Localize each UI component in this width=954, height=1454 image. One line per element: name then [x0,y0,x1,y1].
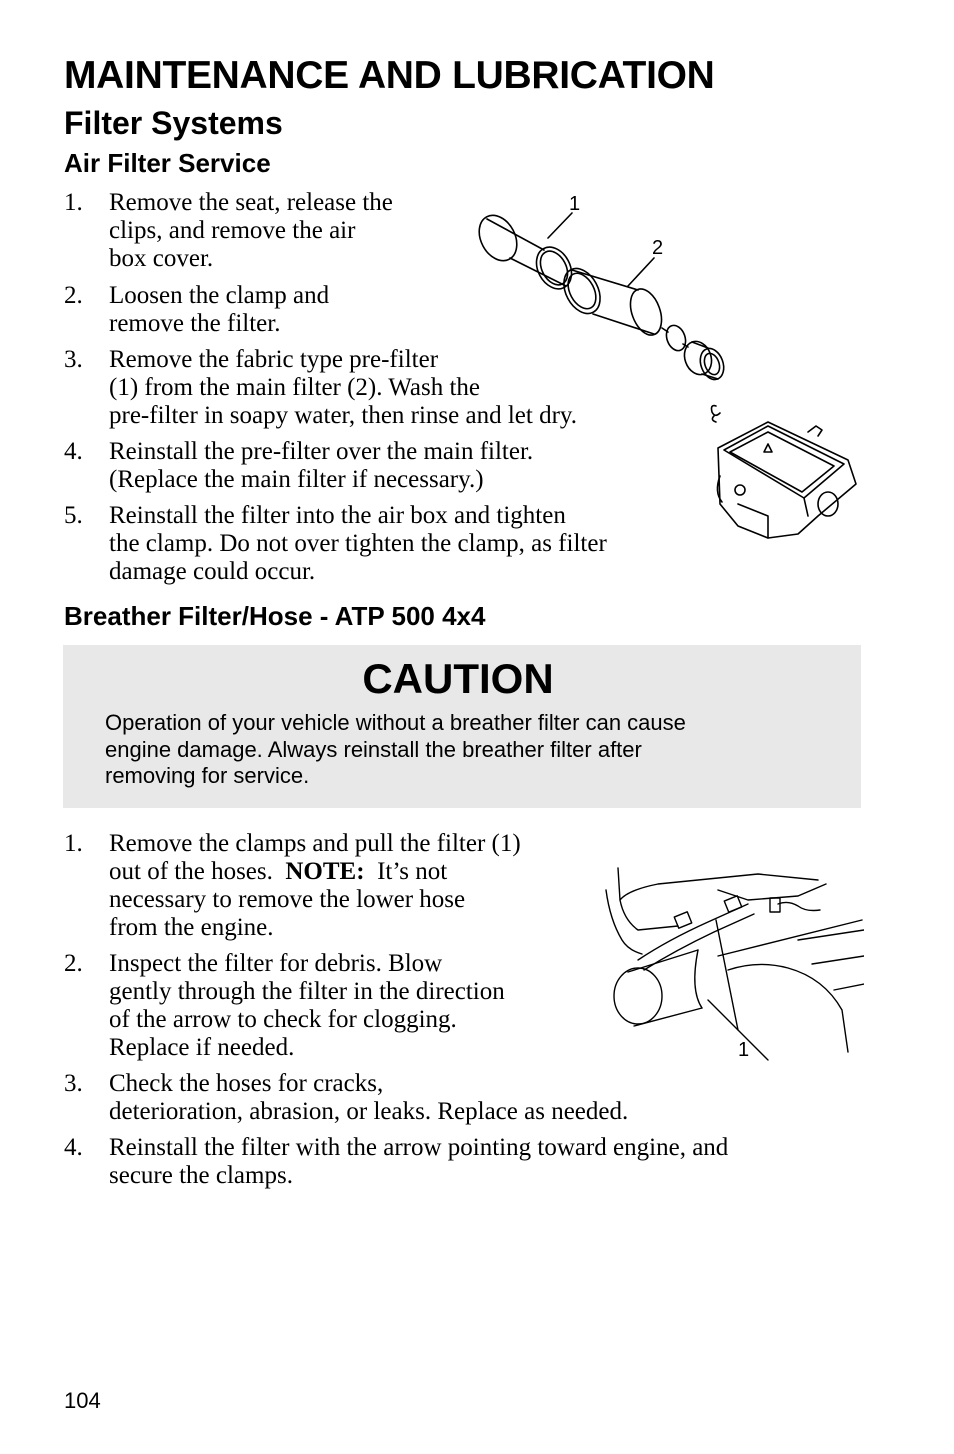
note-label: NOTE: [285,858,365,885]
caution-text: Operation of your vehicle without a breather filter can cause engine damage. Always reinstall the breather filter after removing for service. [105,710,686,788]
air-filter-callout-2: 2 [652,237,664,259]
subsection-title: Filter Systems [64,105,283,141]
page-number: 104 [64,1388,101,1413]
breather-filter-diagram [598,860,864,1064]
breather-heading: Breather Filter/Hose - ATP 500 4x4 [64,601,486,631]
air-filter-callout-1: 1 [569,193,581,215]
caution-title: CAUTION [362,655,554,702]
section-title: MAINTENANCE AND LUBRICATION [64,54,715,97]
air-filter-heading: Air Filter Service [64,148,271,178]
air-filter-diagram [468,186,868,546]
breather-callout-1: 1 [738,1039,750,1061]
